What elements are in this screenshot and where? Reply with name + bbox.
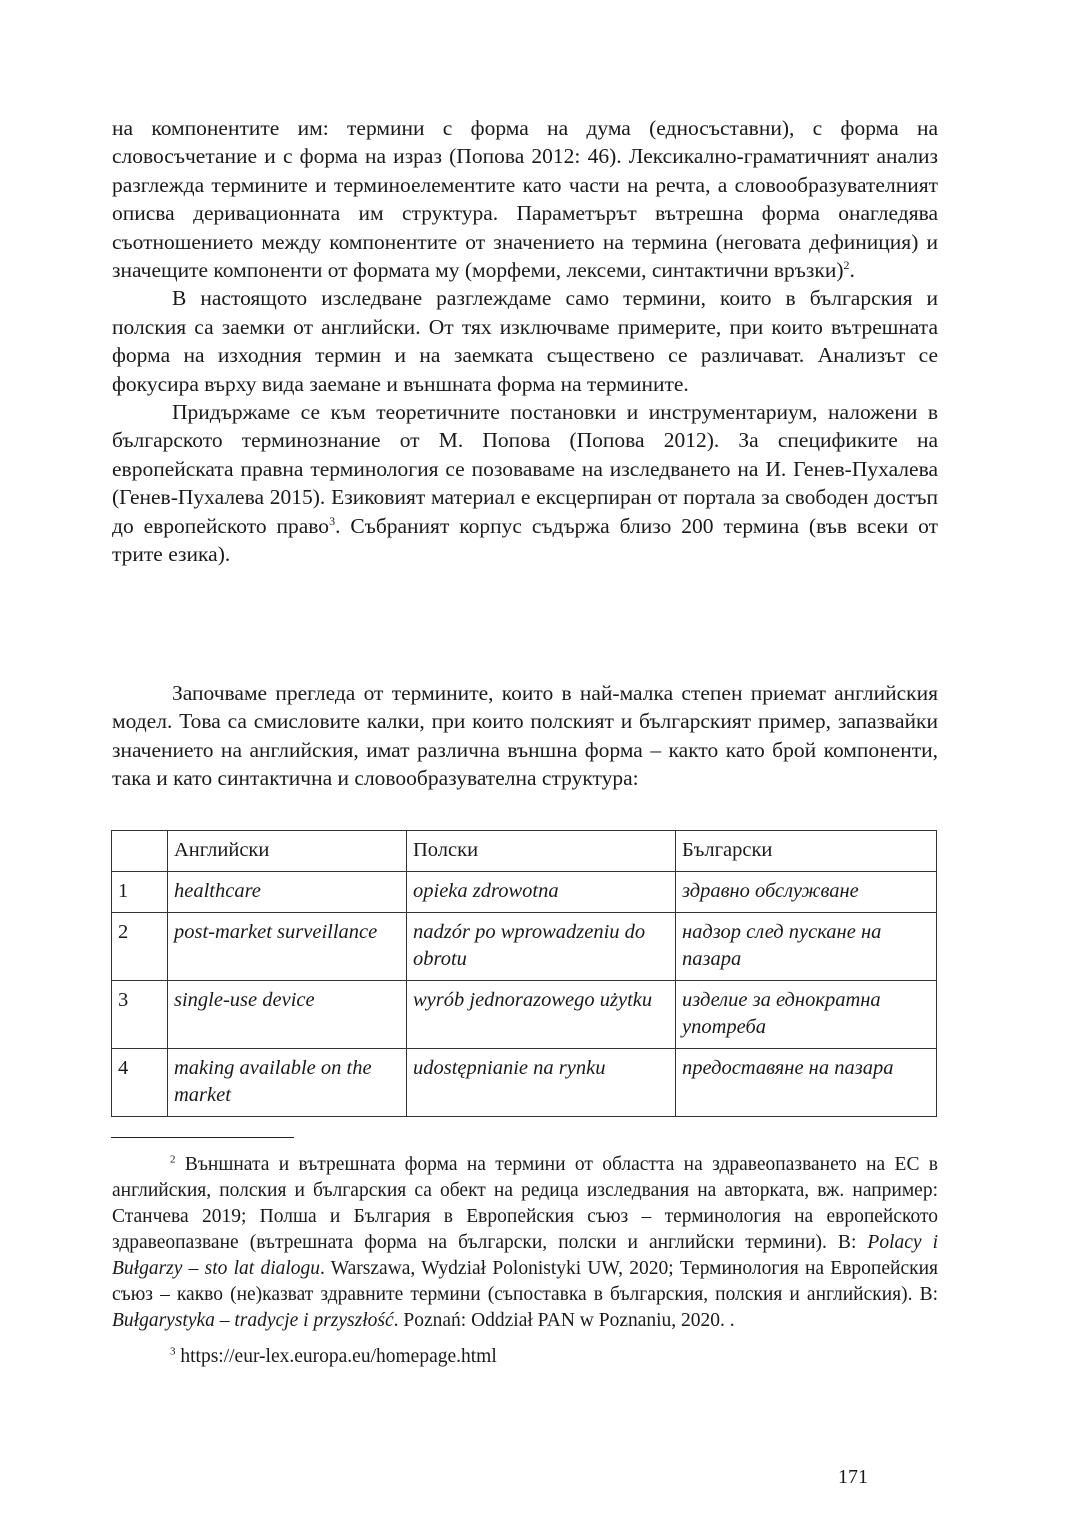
term-english: post-market surveillance (168, 913, 407, 981)
footnote-divider (111, 1137, 294, 1138)
footnote-ref-2[interactable]: 2 (843, 257, 850, 272)
term-bulgarian: изделие за еднократна употреба (676, 981, 937, 1049)
term-bulgarian: здравно обслужване (676, 872, 937, 913)
footnote-ref-3[interactable]: 3 (329, 513, 336, 528)
paragraph-1: на компонентите им: термини с форма на дума (едносъставни), с форма на словосъчетание и с форма на израз (Попова 2012: 46). Лексикално-граматичният анализ разглежда термините и терминоелементите като части на речта, а словообразувателният описва деривационната им структура. Параметърът вътрешна форма онагледява съотношението между компонентите от значението на термина (неговата дефиниция) и значещите компоненти от формата му (морфеми, лексеми, синтактични връзки)$^2$. (112, 116, 938, 283)
page-number: 171 (838, 1466, 868, 1488)
row-number: 4 (112, 1049, 168, 1117)
footnote-3 (112, 1344, 938, 1370)
footnote-title-2: Bułgarystyka – tradycje i przyszłość (112, 1310, 394, 1331)
footnote-title-1: Polacy i Bułgarzy – sto lat dialogu (112, 1232, 939, 1279)
term-english: healthcare (168, 872, 407, 913)
table-row (112, 981, 937, 1049)
table-row (112, 913, 937, 981)
paragraph-4: Започваме прегледа от термините, които в най-малка степен приемат английския модел. Това са смисловите калки, при които полският и българският пример, запазвайки значението на английския, имат различна външна форма – както като брой компоненти, така и като синтактична и словообразувателна структура: (112, 681, 938, 791)
term-bulgarian: надзор след пускане на пазара (676, 913, 937, 981)
row-number: 2 (112, 913, 168, 981)
term-english: making available on the market (168, 1049, 407, 1117)
term-polish: wyrób jednorazowego użytku (407, 981, 676, 1049)
footnote-2: $^2$ Външната и вътрешната форма на термини от областта на здравеопазването на ЕС в английския, полския и българския са обект на редица изследвания на авторката, вж. например: Станчева 2019; Полша и България в Европейския съюз – терминология на европейското здравеопазване (вътрешната форма на български, полски и английски термини). В: Polacy i Bułgarzy – sto lat dialogu. Warszawa, Wydział Polonistyki UW, 2020; Терминология на Европейския съюз – какво (не)казват здравните термини (съпоставка в българския, полския и английския). В: Bułgarystyka – tradycje i przyszłość. Poznań: Oddział PAN w Poznaniu, 2020. . (112, 1153, 939, 1331)
footnote-mark-2: 2 (170, 1153, 176, 1166)
term-bulgarian: предоставяне на пазара (676, 1049, 937, 1117)
term-english: single-use device (168, 981, 407, 1049)
table-row (112, 872, 937, 913)
header-bulgarian: Български (676, 831, 937, 872)
row-number: 3 (112, 981, 168, 1049)
footnote-url[interactable]: https://eur-lex.europa.eu/homepage.html (175, 1346, 497, 1367)
term-polish: udostępnianie na rynku (407, 1049, 676, 1117)
footnote-mark-3: 3 (170, 1345, 176, 1358)
body-text (112, 114, 938, 569)
header-english: Английски (168, 831, 407, 872)
body-text-2 (112, 679, 938, 793)
paragraph-2: В настоящото изследване разглеждаме само термини, които в българския и полския са заемки от английски. От тях изключваме примерите, при които вътрешната форма на изходния термин и на заемката съществено се различават. Анализът се фокусира върху вида заемане и външната форма на термините. (112, 286, 938, 396)
header-number (112, 831, 168, 872)
row-number: 1 (112, 872, 168, 913)
paragraph-3: Придържаме се към теоретичните постановки и инструментариум, наложени в българското терминознание от М. Попова (Попова 2012). За спецификите на европейската правна терминология се позоваваме на изследването на И. Генев-Пухалева (Генев-Пухалева 2015). Езиковият материал е ексцерпиран от портала за свободен достъп до европейското право$^3$. Събраният корпус съдържа близо 200 термина (във всеки от трите езика). (112, 400, 938, 567)
term-polish: nadzór po wprowadzeniu do obrotu (407, 913, 676, 981)
header-polish: Полски (407, 831, 676, 872)
terms-table (111, 830, 937, 1117)
table-row (112, 1049, 937, 1117)
footnotes (112, 1152, 938, 1370)
term-polish: opieka zdrowotna (407, 872, 676, 913)
table-header-row (112, 831, 937, 872)
